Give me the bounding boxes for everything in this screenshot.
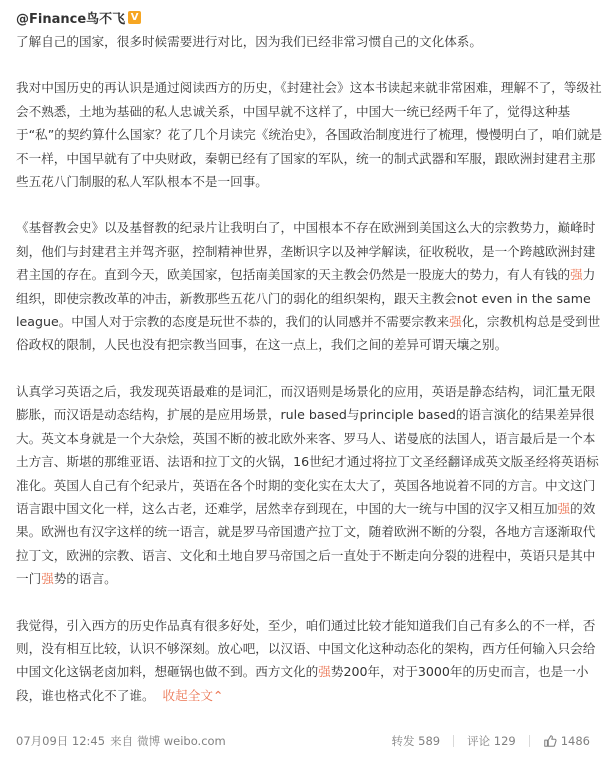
post-paragraph (16, 380, 603, 591)
paragraph-text: 《基督教会史》以及基督教的纪录片让我明白了，中国根本不存在欧洲到美国这么大的宗教势力，巅峰时刻，他们与封建君主并驾齐驱，控制精神世界，垄断识字以及神学解读，征收税收，是一个跨越欧洲封建君主国的存在。直到今天，欧美国家，包括南美国家的天主教会仍然是一股庞大的势力，有人有钱的 (16, 220, 596, 283)
post-paragraph (16, 30, 603, 53)
verified-badge-icon: V (128, 11, 141, 24)
comment-button[interactable]: 评论 129 (467, 734, 516, 748)
source-link[interactable]: 微博 weibo.com (137, 734, 226, 748)
highlighted-keyword: 强 (557, 500, 571, 516)
collapse-full-text-link[interactable] (163, 688, 224, 703)
post-header (16, 6, 603, 28)
paragraph-text: 势200年，对于3000年的历史而言，也是一小段，谁也格式化不了谁。 (16, 664, 589, 703)
highlighted-keyword: 强 (318, 664, 331, 680)
post-body (16, 30, 603, 707)
paragraph-text: 势的语言。 (53, 571, 117, 587)
repost-button[interactable]: 转发 589 (391, 734, 441, 748)
paragraph-text: 认真学习英语之后，我发现英语最难的是词汇，而汉语则是场景化的应用，英语是静态结构，词汇量无限膨胀，而汉语是动态结构，扩展的是应用场景，rule based与principle based的语言演化的结果差异很大。英文本身就是一个大杂烩，英国不断的被北欧外来客、罗马人、诺曼底的法国人，语言最后是一个本土方言、斯堪的那维亚语、法语和拉丁文的火锅，16世纪才通过将拉丁文圣经翻译成英文版圣经将英语标准化。英国人自己有个纪录片，英语在各个时期的变化实在太大了，英国各地说着不同的方言。中文这门语言跟中国文化一样，这么古老，还难学，居然幸存到现在，中国的大一统与中国的汉字又相互加 (16, 383, 599, 516)
paragraph-text: 我对中国历史的再认识是通过阅读西方的历史，《封建社会》这本书读起来就非常困难，理解不了，等级社会不熟悉，土地为基础的私人忠诚关系，中国早就不这样了，中国大一统已经两千年了，觉得这种基于“私”的契约算什么国家？花了几个月读完《统治史》，各国政治制度进行了梳理，慢慢明白了，咱们就是不一样，中国早就有了中央财政，秦朝已经有了国家的军队，统一的制式武器和军服，跟欧洲封建君主那些五花八门制服的私人军队根本不是一回事。 (16, 80, 603, 190)
post-paragraph (16, 76, 603, 193)
paragraph-spacer (16, 357, 603, 380)
paragraph-text: 了解自己的国家，很多时候需要进行对比，因为我们已经非常习惯自己的文化体系。 (16, 34, 482, 49)
thumbs-up-icon (543, 734, 557, 748)
paragraph-text: 的效果。欧洲也有汉字这样的统一语言，就是罗马帝国遗产拉丁文，随着欧洲不断的分裂，各地方言逐渐取代拉丁文，欧洲的宗教、语言、文化和土地自罗马帝国之后一直处于不断走向分裂的进程中，英语只是其中一门 (16, 500, 596, 587)
highlighted-keyword: 强 (570, 267, 583, 283)
post-date[interactable]: 07月09日 12:45 (16, 734, 106, 748)
post-paragraph (16, 614, 603, 708)
post-actions (379, 733, 604, 749)
highlighted-keyword: 强 (41, 571, 54, 587)
paragraph-spacer (16, 193, 603, 216)
post-footer (16, 730, 603, 752)
like-count: 1486 (560, 734, 590, 748)
paragraph-spacer (16, 591, 603, 614)
paragraph-text: 化，宗教机构总是受到世俗政权的限制，人民也没有把宗教当回事，在这一点上，我们之间的差异可谓天壤之别。 (16, 314, 601, 353)
paragraph-text: 我觉得，引入西方的历史作品真有很多好处，至少，咱们通过比较才能知道我们自己有多么的不一样，否则，没有相互比较，认识不够深刻。放心吧，以汉语、中国文化这种动态化的架构，西方任何输入只会给中国文化这锅老卤加料，想砸锅也做不到。西方文化的 (16, 617, 596, 680)
paragraph-spacer (16, 53, 603, 76)
highlighted-keyword: 强 (449, 314, 462, 330)
source-prefix: 来自 (110, 734, 134, 748)
collapse-label: 收起全文 (162, 687, 213, 703)
like-button[interactable] (530, 734, 603, 748)
author-name[interactable]: @Finance鸟不飞 (16, 11, 126, 27)
post-paragraph (16, 216, 603, 356)
paragraph-text: 力组织，即使宗教改革的冲击，新教那些五花八门的弱化的组织架构，跟天主教会not even in the same league。中国人对于宗教的态度是玩世不恭的，我们的认同感并不需要宗教来 (16, 267, 596, 330)
collapse-arrow-icon: ⌃ (212, 687, 224, 703)
